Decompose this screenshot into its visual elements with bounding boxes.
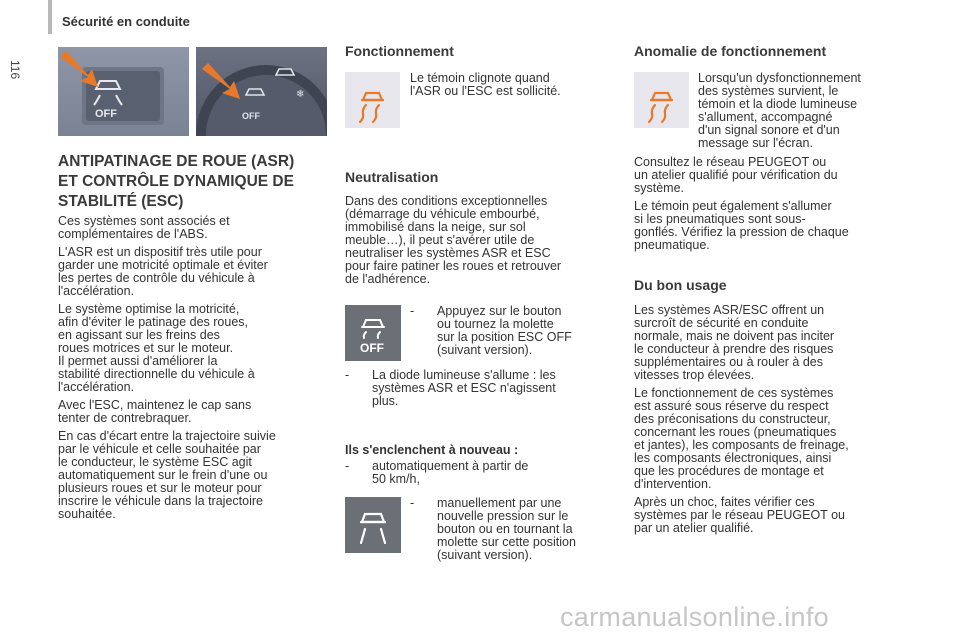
bullet-press-button: - Appuyez sur le bouton ou tournez la molette sur la position ESC OFF (suivant version). [410,304,572,357]
intro-paragraph: En cas d'écart entre la trajectoire suivie par le véhicule et celle souhaitée par le conducteur, le système ESC agit automatiquement sur le frein d'une ou plusieurs roues et sur le moteur pour inscrire le véhicule dans la trajectoire souhaitée. [58,429,276,521]
watermark: carmanualsonline.info [560,602,829,632]
svg-text:OFF: OFF [242,111,260,121]
bullet-auto-reengage: - automatiquement à partir de 50 km/h, [345,459,529,486]
intro-text [58,215,338,526]
svg-text:OFF: OFF [360,341,384,355]
photo-dashboard-switch [196,47,327,136]
asr-skid-icon [345,72,400,128]
header-accent-bar [48,0,52,34]
reengage-heading: Ils s'enclenchent à nouveau : [345,443,519,457]
section-title-anomalie: Anomalie de fonctionnement [634,43,827,59]
svg-text:❄: ❄ [296,89,305,100]
asr-skid-icon [634,72,689,128]
anomalie-paragraphs: Consultez le réseau PEUGEOT ou un atelier qualifié pour vérification du système. Le témoin peut également s'allumer si les pneumatiques sont sous- gonflés. Vérifiez la pression de chaque pneumatique. [634,155,849,252]
anomaly-warning-lamp [634,72,689,128]
asr-button-illustration [58,47,189,136]
intro-paragraph: Le système optimise la motricité, afin d'éviter le patinage des roues, en agissant sur les freins des roues motrices et sur le moteur. Il permet aussi d'améliorer la stabilité directionnelle du véhicule à l'accélération. [58,302,255,394]
intro-paragraph: Ces systèmes sont associés et complémentaires de l'ABS. [58,214,230,241]
neutralisation-text: Dans des conditions exceptionnelles (démarrage du véhicule embourbé, immobilisé dans la neige, sur sol meuble…), il peut s'avérer utile de neutraliser les systèmes ASR et ESC pour faire patiner les roues et retrouver de l'adhérence. [345,194,562,286]
bon-usage-text: Les systèmes ASR/ESC offrent un surcroît de sécurité en conduite normale, mais ne doivent pas inciter le conducteur à prendre des risques supplémentaires ou à rouler à des vitesses trop élevées. Le fonctionnement de ces systèmes est assuré sous réserve du respect des préconisations du constructeur, concernant les roues (pneumatiques et jantes), les composants de freinage, les composants électroniques, ainsi que les procédures de montage et d'intervention. Après un choc, faites vérifier ces systèmes par le réseau PEUGEOT ou par un atelier qualifié. [634,303,849,535]
anomalie-text: Lorsqu'un dysfonctionnement des systèmes survient, le témoin et la diode lumineuse s'allument, accompagné d'un signal sonore et d'un message sur l'écran. [698,71,861,150]
asr-warning-lamp [345,72,400,128]
main-title: ANTIPATINAGE DE ROUE (ASR) ET CONTRÔLE DYNAMIQUE DE STABILITÉ (ESC) [58,153,295,210]
dashboard-switch-illustration [196,47,327,136]
section-title-bon-usage: Du bon usage [634,277,727,293]
photo-asr-button [58,47,189,136]
esc-button-icon [345,497,401,553]
svg-text:OFF: OFF [95,108,117,120]
section-title-fonctionnement: Fonctionnement [345,43,454,59]
intro-paragraph: Avec l'ESC, maintenez le cap sans tenter de contrebraquer. [58,398,252,425]
esc-off-button-icon [345,305,401,361]
section-title-neutralisation: Neutralisation [345,169,439,185]
fonctionnement-text: Le témoin clignote quand l'ASR ou l'ESC est sollicité. [410,71,561,98]
intro-paragraph: L'ASR est un dispositif très utile pour garder une motricité optimale et éviter les pertes de contrôle du véhicule à l'accélération. [58,245,268,298]
page-header-title: Sécurité en conduite [62,14,190,29]
page-number: 116 [8,60,22,80]
bullet-diode-lights: - La diode lumineuse s'allume : les systèmes ASR et ESC n'agissent plus. [345,368,556,408]
bullet-manual-reengage: - manuellement par une nouvelle pression sur le bouton ou en tournant la molette sur cette position (suivant version). [410,496,576,562]
